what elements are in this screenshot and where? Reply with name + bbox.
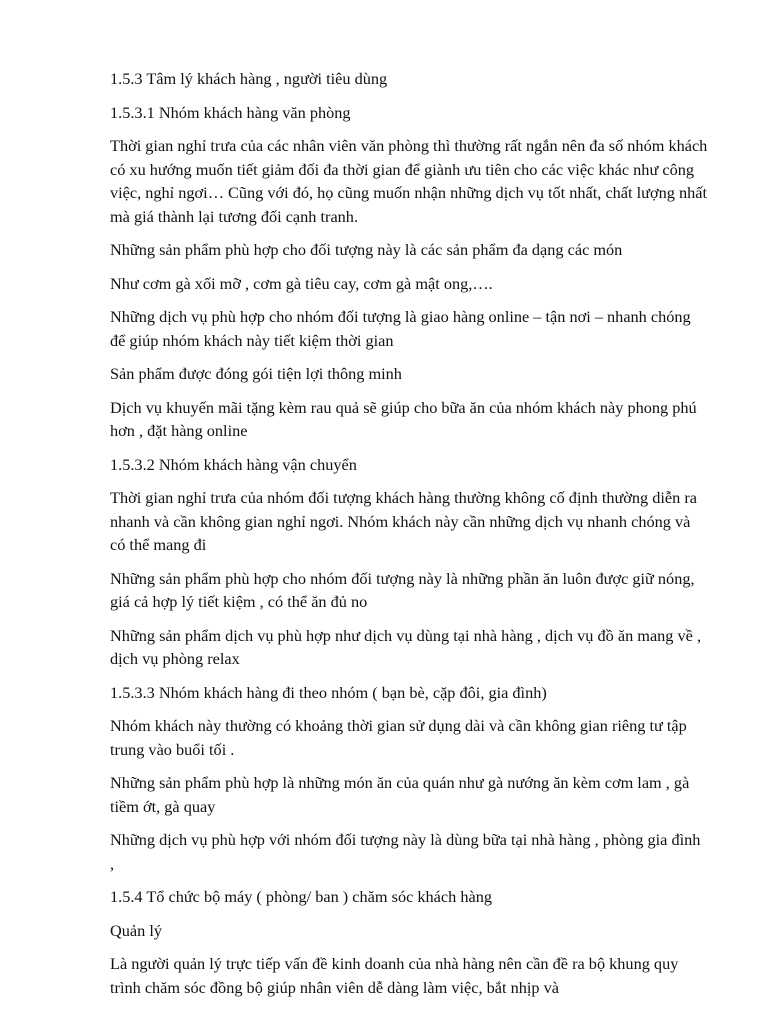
paragraph-office-promotion: Dịch vụ khuyến mãi tặng kèm rau quả sẽ giúp cho bữa ăn của nhóm khách này phong phú hơn , đặt hàng online (110, 397, 697, 440)
paragraph-transport-services: Những sản phẩm dịch vụ phù hợp như dịch vụ dùng tại nhà hàng , dịch vụ đồ ăn mang về , dịch vụ phòng relax (110, 625, 702, 668)
paragraph-group-services: Những dịch vụ phù hợp với nhóm đối tượng này là dùng bữa tại nhà hàng , phòng gia đình , (110, 830, 701, 873)
paragraph-transport-lunch-time: Thời gian nghỉ trưa của nhóm đối tượng khách hàng thường không cố định thường diễn ra nhanh và cần không gian nghỉ ngơi. Nhóm khách này cần những dịch vụ nhanh chóng và có thể mang đi (110, 488, 698, 554)
paragraph-office-packaging: Sản phẩm được đóng gói tiện lợi thông minh (110, 364, 402, 383)
paragraph-office-products: Những sản phẩm phù hợp cho đối tượng này là các sản phẩm đa dạng các món (110, 240, 623, 259)
paragraph-manager-description: Là người quản lý trực tiếp vấn đề kinh doanh của nhà hàng nên cần đề ra bộ khung quy trình chăm sóc đồng bộ giúp nhân viên dễ dàng làm việc, bắt nhịp và (110, 954, 679, 997)
heading-1-5-3: 1.5.3 Tâm lý khách hàng , người tiêu dùng (110, 69, 388, 88)
heading-1-5-3-2: 1.5.3.2 Nhóm khách hàng vận chuyển (110, 454, 357, 474)
paragraph-office-services: Những dịch vụ phù hợp cho nhóm đối tượng là giao hàng online – tận nơi – nhanh chóng để giúp nhóm khách này tiết kiệm thời gian (110, 307, 691, 350)
heading-1-5-4: 1.5.4 Tổ chức bộ máy ( phòng/ ban ) chăm sóc khách hàng (110, 887, 492, 906)
paragraph-office-lunch-time: Thời gian nghỉ trưa của các nhân viên văn phòng thì thường rất ngắn nên đa số nhóm khách có xu hướng muốn tiết giảm đối đa thời gian để giành ưu tiên cho các việc khác như công việc, nghỉ ngơi… Cũng với đó, họ cũng muốn nhận những dịch vụ tốt nhất, chất lượng nhất mà giá thành lại tương đối cạnh tranh. (110, 136, 708, 226)
paragraph-group-products: Những sản phẩm phù hợp là những món ăn của quán như gà nướng ăn kèm cơm lam , gà tiềm ớt, gà quay (110, 773, 690, 816)
heading-1-5-3-1: 1.5.3.1 Nhóm khách hàng văn phòng (110, 102, 351, 122)
paragraph-transport-products: Những sản phẩm phù hợp cho nhóm đối tượng này là những phần ăn luôn được giữ nóng, giá cả hợp lý tiết kiệm , có thể ăn đủ no (110, 568, 695, 611)
paragraph-manager-label: Quản lý (110, 920, 162, 940)
paragraph-office-dish-examples: Như cơm gà xối mỡ , cơm gà tiêu cay, cơm gà mật ong,…. (110, 273, 493, 293)
paragraph-group-time: Nhóm khách này thường có khoảng thời gian sử dụng dài và cần không gian riêng tư tập trung vào buổi tối . (110, 716, 687, 759)
heading-1-5-3-3: 1.5.3.3 Nhóm khách hàng đi theo nhóm ( bạn bè, cặp đôi, gia đình) (110, 682, 547, 702)
